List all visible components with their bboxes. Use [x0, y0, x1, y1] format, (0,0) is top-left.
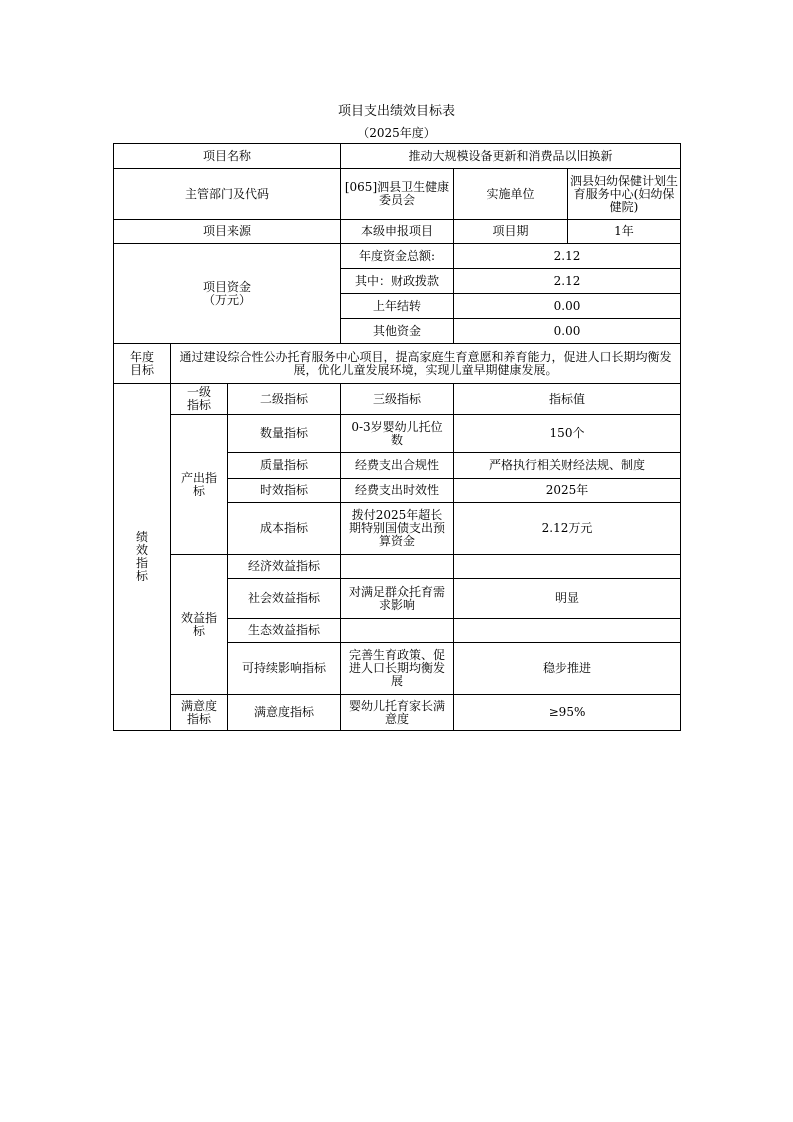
- indicator-header-row: [114, 384, 681, 415]
- impl-label: 实施单位: [454, 169, 568, 220]
- funds-carryover-label: 上年结转: [341, 294, 454, 319]
- benefit-level3: [341, 555, 454, 579]
- benefit-level2: 社会效益指标: [228, 579, 341, 619]
- satisfaction-level3: 婴幼儿托育家长满意度: [341, 695, 454, 731]
- benefit-level2: 可持续影响指标: [228, 643, 341, 695]
- project-name-label: 项目名称: [114, 144, 341, 169]
- annual-goal-row: [114, 344, 681, 384]
- page-subtitle: （2025年度）: [357, 126, 436, 140]
- output-value: 2.12万元: [454, 503, 681, 555]
- col-header-value: 指标值: [454, 384, 681, 415]
- output-level2: 成本指标: [228, 503, 341, 555]
- dept-value: [065]泗县卫生健康委员会: [341, 169, 454, 220]
- funds-label: 项目资金 （万元）: [114, 244, 341, 344]
- output-level3: 经费支出合规性: [341, 453, 454, 479]
- col-header-level2: 二级指标: [228, 384, 341, 415]
- table-row: [114, 415, 681, 453]
- source-row: [114, 220, 681, 244]
- project-name-value: 推动大规模设备更新和消费品以旧换新: [341, 144, 681, 169]
- funds-other-label: 其他资金: [341, 319, 454, 344]
- output-level3: 0-3岁婴幼儿托位数: [341, 415, 454, 453]
- impl-value: 泗县妇幼保健计划生育服务中心(妇幼保健院): [568, 169, 681, 220]
- output-level2: 时效指标: [228, 479, 341, 503]
- benefit-level2: 生态效益指标: [228, 619, 341, 643]
- funds-total-value: 2.12: [454, 244, 681, 269]
- period-label: 项目期: [454, 220, 568, 244]
- table-row: [114, 695, 681, 731]
- source-label: 项目来源: [114, 220, 341, 244]
- output-level2: 质量指标: [228, 453, 341, 479]
- annual-goal-text: 通过建设综合性公办托育服务中心项目，提高家庭生育意愿和养育能力，促进人口长期均衡发展，优化儿童发展环境，实现儿童早期健康发展。: [171, 344, 681, 384]
- output-value: 2025年: [454, 479, 681, 503]
- satisfaction-value: ≥95%: [454, 695, 681, 731]
- performance-goal-table: [113, 143, 681, 731]
- table-row: [114, 555, 681, 579]
- output-indicator-label: 产出指标: [171, 415, 228, 555]
- funds-fiscal-label: 其中：财政拨款: [341, 269, 454, 294]
- benefit-value: [454, 619, 681, 643]
- page-title: 项目支出绩效目标表: [337, 104, 455, 119]
- funds-carryover-value: 0.00: [454, 294, 681, 319]
- benefit-level2: 经济效益指标: [228, 555, 341, 579]
- project-name-row: [114, 144, 681, 169]
- source-value: 本级申报项目: [341, 220, 454, 244]
- indicator-section-label: 绩效指标: [114, 384, 171, 731]
- dept-label: 主管部门及代码: [114, 169, 341, 220]
- output-level3: 拨付2025年超长期特别国债支出预算资金: [341, 503, 454, 555]
- output-value: 严格执行相关财经法规、制度: [454, 453, 681, 479]
- satisfaction-level2: 满意度指标: [228, 695, 341, 731]
- benefit-value: 稳步推进: [454, 643, 681, 695]
- period-value: 1年: [568, 220, 681, 244]
- benefit-indicator-label: 效益指标: [171, 555, 228, 695]
- benefit-level3: 完善生育政策、促进人口长期均衡发展: [341, 643, 454, 695]
- benefit-level3: 对满足群众托育需求影响: [341, 579, 454, 619]
- benefit-level3: [341, 619, 454, 643]
- annual-goal-label: 年度目标: [114, 344, 171, 384]
- satisfaction-indicator-label: 满意度指标: [171, 695, 228, 731]
- benefit-value: 明显: [454, 579, 681, 619]
- dept-row: [114, 169, 681, 220]
- benefit-value: [454, 555, 681, 579]
- col-header-level3: 三级指标: [341, 384, 454, 415]
- funds-total-label: 年度资金总额:: [341, 244, 454, 269]
- funds-fiscal-value: 2.12: [454, 269, 681, 294]
- col-header-level1: 一级指标: [171, 384, 228, 415]
- funds-row-total: [114, 244, 681, 269]
- output-level3: 经费支出时效性: [341, 479, 454, 503]
- output-value: 150个: [454, 415, 681, 453]
- funds-other-value: 0.00: [454, 319, 681, 344]
- output-level2: 数量指标: [228, 415, 341, 453]
